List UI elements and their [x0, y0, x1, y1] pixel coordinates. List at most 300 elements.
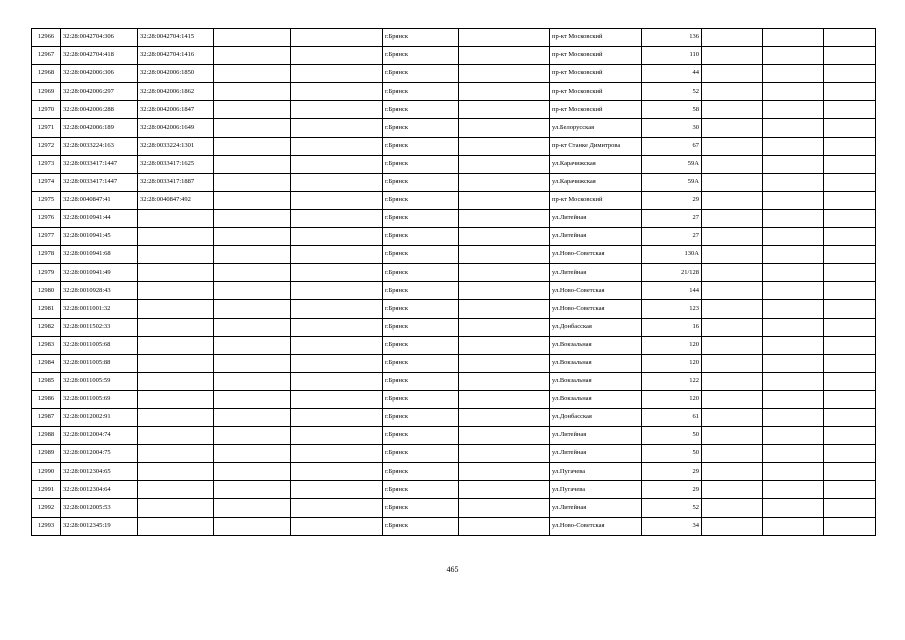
house-number-cell: 120: [642, 354, 702, 372]
empty-cell: [763, 246, 824, 264]
empty-cell: [214, 354, 291, 372]
row-number-cell: 12983: [32, 336, 61, 354]
empty-cell: [824, 282, 876, 300]
cadastral-number-cell: 32:28:0033417:1447: [61, 173, 138, 191]
empty-cell: [824, 173, 876, 191]
empty-cell: [763, 209, 824, 227]
empty-cell: [763, 264, 824, 282]
empty-cell: [824, 29, 876, 47]
empty-cell: [459, 463, 550, 481]
empty-cell: [702, 137, 763, 155]
empty-cell: [214, 264, 291, 282]
empty-cell: [824, 47, 876, 65]
premises-cadastral-cell: [138, 517, 214, 535]
street-cell: ул.Литейная: [550, 264, 642, 282]
premises-cadastral-cell: [138, 300, 214, 318]
table-row: [32, 463, 876, 481]
premises-cadastral-cell: 32:28:0042006:1862: [138, 83, 214, 101]
empty-cell: [291, 499, 383, 517]
street-cell: ул.Вокзальная: [550, 390, 642, 408]
empty-cell: [763, 481, 824, 499]
premises-cadastral-cell: 32:28:0040847:492: [138, 191, 214, 209]
empty-cell: [459, 336, 550, 354]
table-row: [32, 137, 876, 155]
empty-cell: [763, 354, 824, 372]
row-number-cell: 12993: [32, 517, 61, 535]
table-row: [32, 29, 876, 47]
empty-cell: [459, 318, 550, 336]
premises-cadastral-cell: [138, 390, 214, 408]
city-cell: г.Брянск: [383, 390, 459, 408]
city-cell: г.Брянск: [383, 246, 459, 264]
cadastral-number-cell: 32:28:0010928:43: [61, 282, 138, 300]
city-cell: г.Брянск: [383, 372, 459, 390]
empty-cell: [702, 101, 763, 119]
street-cell: ул.Литейная: [550, 209, 642, 227]
house-number-cell: 50: [642, 427, 702, 445]
empty-cell: [459, 264, 550, 282]
empty-cell: [763, 372, 824, 390]
empty-cell: [459, 137, 550, 155]
table-row: [32, 427, 876, 445]
empty-cell: [214, 481, 291, 499]
empty-cell: [214, 137, 291, 155]
house-number-cell: 130А: [642, 246, 702, 264]
cadastral-number-cell: 32:28:0040847:41: [61, 191, 138, 209]
premises-cadastral-cell: [138, 336, 214, 354]
row-number-cell: 12987: [32, 408, 61, 426]
empty-cell: [702, 427, 763, 445]
street-cell: пр-кт Московский: [550, 101, 642, 119]
empty-cell: [291, 336, 383, 354]
table-row: [32, 372, 876, 390]
empty-cell: [291, 318, 383, 336]
premises-cadastral-cell: [138, 246, 214, 264]
empty-cell: [824, 499, 876, 517]
premises-cadastral-cell: [138, 463, 214, 481]
empty-cell: [824, 264, 876, 282]
row-number-cell: 12988: [32, 427, 61, 445]
empty-cell: [702, 228, 763, 246]
empty-cell: [214, 191, 291, 209]
premises-cadastral-cell: 32:28:0042006:1850: [138, 65, 214, 83]
empty-cell: [459, 282, 550, 300]
street-cell: ул.Вокзальная: [550, 336, 642, 354]
table-row: [32, 83, 876, 101]
empty-cell: [702, 173, 763, 191]
empty-cell: [824, 390, 876, 408]
house-number-cell: 58: [642, 101, 702, 119]
empty-cell: [459, 101, 550, 119]
empty-cell: [702, 246, 763, 264]
empty-cell: [291, 47, 383, 65]
empty-cell: [214, 408, 291, 426]
empty-cell: [824, 354, 876, 372]
empty-cell: [763, 390, 824, 408]
row-number-cell: 12990: [32, 463, 61, 481]
house-number-cell: 59А: [642, 155, 702, 173]
table-row: [32, 481, 876, 499]
premises-cadastral-cell: 32:28:0033417:1625: [138, 155, 214, 173]
house-number-cell: 16: [642, 318, 702, 336]
city-cell: г.Брянск: [383, 119, 459, 137]
empty-cell: [214, 65, 291, 83]
empty-cell: [459, 408, 550, 426]
empty-cell: [291, 264, 383, 282]
table-row: [32, 445, 876, 463]
cadastral-number-cell: 32:28:0042006:306: [61, 65, 138, 83]
empty-cell: [459, 354, 550, 372]
city-cell: г.Брянск: [383, 517, 459, 535]
house-number-cell: 110: [642, 47, 702, 65]
empty-cell: [214, 282, 291, 300]
empty-cell: [763, 191, 824, 209]
empty-cell: [459, 119, 550, 137]
empty-cell: [763, 318, 824, 336]
empty-cell: [214, 228, 291, 246]
cadastral-number-cell: 32:28:0012004:74: [61, 427, 138, 445]
empty-cell: [214, 318, 291, 336]
empty-cell: [291, 390, 383, 408]
empty-cell: [763, 445, 824, 463]
empty-cell: [824, 119, 876, 137]
house-number-cell: 120: [642, 390, 702, 408]
house-number-cell: 44: [642, 65, 702, 83]
house-number-cell: 29: [642, 481, 702, 499]
empty-cell: [824, 300, 876, 318]
city-cell: г.Брянск: [383, 83, 459, 101]
row-number-cell: 12979: [32, 264, 61, 282]
empty-cell: [824, 463, 876, 481]
house-number-cell: 61: [642, 408, 702, 426]
row-number-cell: 12980: [32, 282, 61, 300]
empty-cell: [702, 445, 763, 463]
empty-cell: [459, 191, 550, 209]
table-row: [32, 408, 876, 426]
house-number-cell: 67: [642, 137, 702, 155]
empty-cell: [763, 463, 824, 481]
cadastral-number-cell: 32:28:0033417:1447: [61, 155, 138, 173]
empty-cell: [291, 65, 383, 83]
empty-cell: [763, 47, 824, 65]
empty-cell: [291, 427, 383, 445]
empty-cell: [824, 481, 876, 499]
empty-cell: [702, 517, 763, 535]
house-number-cell: 136: [642, 29, 702, 47]
empty-cell: [459, 517, 550, 535]
cadastral-number-cell: 32:28:0042006:189: [61, 119, 138, 137]
empty-cell: [702, 155, 763, 173]
street-cell: пр-кт Станке Димитрова: [550, 137, 642, 155]
premises-cadastral-cell: [138, 318, 214, 336]
premises-cadastral-cell: 32:28:0042704:1416: [138, 47, 214, 65]
empty-cell: [291, 101, 383, 119]
house-number-cell: 27: [642, 209, 702, 227]
empty-cell: [214, 372, 291, 390]
row-number-cell: 12981: [32, 300, 61, 318]
house-number-cell: 52: [642, 499, 702, 517]
empty-cell: [291, 300, 383, 318]
empty-cell: [702, 499, 763, 517]
empty-cell: [291, 209, 383, 227]
table-row: [32, 209, 876, 227]
row-number-cell: 12992: [32, 499, 61, 517]
city-cell: г.Брянск: [383, 264, 459, 282]
empty-cell: [702, 83, 763, 101]
house-number-cell: 29: [642, 191, 702, 209]
empty-cell: [702, 47, 763, 65]
row-number-cell: 12985: [32, 372, 61, 390]
empty-cell: [291, 119, 383, 137]
empty-cell: [291, 155, 383, 173]
table-row: [32, 155, 876, 173]
house-number-cell: 50: [642, 445, 702, 463]
empty-cell: [824, 65, 876, 83]
empty-cell: [291, 463, 383, 481]
empty-cell: [459, 155, 550, 173]
cadastral-number-cell: 32:28:0010941:44: [61, 209, 138, 227]
premises-cadastral-cell: [138, 354, 214, 372]
city-cell: г.Брянск: [383, 65, 459, 83]
street-cell: ул.Карачижская: [550, 155, 642, 173]
city-cell: г.Брянск: [383, 282, 459, 300]
row-number-cell: 12967: [32, 47, 61, 65]
table-row: [32, 336, 876, 354]
house-number-cell: 29: [642, 463, 702, 481]
street-cell: пр-кт Московский: [550, 83, 642, 101]
empty-cell: [702, 264, 763, 282]
table-row: [32, 264, 876, 282]
city-cell: г.Брянск: [383, 408, 459, 426]
empty-cell: [702, 336, 763, 354]
table-row: [32, 228, 876, 246]
table-row: [32, 47, 876, 65]
cadastral-number-cell: 32:28:0012002:91: [61, 408, 138, 426]
empty-cell: [763, 173, 824, 191]
premises-cadastral-cell: 32:28:0042006:1847: [138, 101, 214, 119]
empty-cell: [214, 336, 291, 354]
premises-cadastral-cell: [138, 264, 214, 282]
row-number-cell: 12969: [32, 83, 61, 101]
empty-cell: [459, 300, 550, 318]
empty-cell: [291, 408, 383, 426]
street-cell: ул.Пугачева: [550, 481, 642, 499]
house-number-cell: 122: [642, 372, 702, 390]
empty-cell: [214, 173, 291, 191]
empty-cell: [763, 101, 824, 119]
empty-cell: [214, 517, 291, 535]
premises-cadastral-cell: [138, 499, 214, 517]
premises-cadastral-cell: [138, 209, 214, 227]
empty-cell: [214, 47, 291, 65]
house-number-cell: 34: [642, 517, 702, 535]
street-cell: ул.Донбасская: [550, 318, 642, 336]
empty-cell: [763, 336, 824, 354]
row-number-cell: 12966: [32, 29, 61, 47]
empty-cell: [214, 499, 291, 517]
city-cell: г.Брянск: [383, 137, 459, 155]
empty-cell: [824, 318, 876, 336]
empty-cell: [459, 427, 550, 445]
cadastral-number-cell: 32:28:0011502:33: [61, 318, 138, 336]
empty-cell: [702, 354, 763, 372]
premises-cadastral-cell: [138, 372, 214, 390]
house-number-cell: 144: [642, 282, 702, 300]
empty-cell: [702, 463, 763, 481]
street-cell: пр-кт Московский: [550, 29, 642, 47]
empty-cell: [459, 499, 550, 517]
empty-cell: [291, 228, 383, 246]
empty-cell: [824, 101, 876, 119]
row-number-cell: 12989: [32, 445, 61, 463]
premises-cadastral-cell: [138, 228, 214, 246]
street-cell: ул.Пугачева: [550, 463, 642, 481]
table-row: [32, 119, 876, 137]
cadastral-number-cell: 32:28:0012345:19: [61, 517, 138, 535]
empty-cell: [702, 65, 763, 83]
premises-cadastral-cell: 32:28:0042704:1415: [138, 29, 214, 47]
house-number-cell: 123: [642, 300, 702, 318]
empty-cell: [702, 390, 763, 408]
empty-cell: [214, 155, 291, 173]
house-number-cell: 52: [642, 83, 702, 101]
cadastral-number-cell: 32:28:0011005:88: [61, 354, 138, 372]
empty-cell: [459, 445, 550, 463]
row-number-cell: 12984: [32, 354, 61, 372]
empty-cell: [824, 336, 876, 354]
empty-cell: [291, 246, 383, 264]
empty-cell: [459, 83, 550, 101]
empty-cell: [291, 354, 383, 372]
house-number-cell: 30: [642, 119, 702, 137]
table-row: [32, 517, 876, 535]
empty-cell: [763, 282, 824, 300]
cadastral-number-cell: 32:28:0011005:69: [61, 390, 138, 408]
empty-cell: [824, 228, 876, 246]
city-cell: г.Брянск: [383, 29, 459, 47]
empty-cell: [291, 191, 383, 209]
city-cell: г.Брянск: [383, 481, 459, 499]
street-cell: ул.Ново-Советская: [550, 300, 642, 318]
empty-cell: [214, 101, 291, 119]
empty-cell: [824, 427, 876, 445]
empty-cell: [214, 246, 291, 264]
table-row: [32, 499, 876, 517]
cadastral-number-cell: 32:28:0010941:68: [61, 246, 138, 264]
empty-cell: [291, 517, 383, 535]
cadastral-number-cell: 32:28:0033224:163: [61, 137, 138, 155]
empty-cell: [459, 481, 550, 499]
page-number: 465: [446, 565, 459, 574]
empty-cell: [763, 300, 824, 318]
table-row: [32, 101, 876, 119]
empty-cell: [702, 119, 763, 137]
empty-cell: [824, 137, 876, 155]
table-row: [32, 246, 876, 264]
registry-table: [31, 28, 876, 536]
empty-cell: [459, 390, 550, 408]
cadastral-number-cell: 32:28:0012304:65: [61, 463, 138, 481]
empty-cell: [291, 372, 383, 390]
city-cell: г.Брянск: [383, 300, 459, 318]
cadastral-number-cell: 32:28:0012004:75: [61, 445, 138, 463]
cadastral-number-cell: 32:28:0042704:306: [61, 29, 138, 47]
empty-cell: [702, 481, 763, 499]
empty-cell: [459, 372, 550, 390]
empty-cell: [702, 372, 763, 390]
premises-cadastral-cell: [138, 445, 214, 463]
house-number-cell: 120: [642, 336, 702, 354]
row-number-cell: 12977: [32, 228, 61, 246]
street-cell: ул.Литейная: [550, 499, 642, 517]
row-number-cell: 12976: [32, 209, 61, 227]
table-row: [32, 354, 876, 372]
empty-cell: [763, 83, 824, 101]
city-cell: г.Брянск: [383, 47, 459, 65]
city-cell: г.Брянск: [383, 173, 459, 191]
street-cell: пр-кт Московский: [550, 47, 642, 65]
empty-cell: [824, 83, 876, 101]
street-cell: ул.Литейная: [550, 445, 642, 463]
empty-cell: [763, 65, 824, 83]
table-row: [32, 191, 876, 209]
empty-cell: [702, 29, 763, 47]
premises-cadastral-cell: [138, 408, 214, 426]
row-number-cell: 12971: [32, 119, 61, 137]
city-cell: г.Брянск: [383, 209, 459, 227]
empty-cell: [459, 246, 550, 264]
empty-cell: [824, 408, 876, 426]
table-row: [32, 300, 876, 318]
street-cell: ул.Донбасская: [550, 408, 642, 426]
empty-cell: [214, 300, 291, 318]
city-cell: г.Брянск: [383, 228, 459, 246]
premises-cadastral-cell: 32:28:0033417:1887: [138, 173, 214, 191]
empty-cell: [214, 463, 291, 481]
table-body: [32, 29, 876, 536]
cadastral-number-cell: 32:28:0012304:64: [61, 481, 138, 499]
empty-cell: [824, 372, 876, 390]
cadastral-number-cell: 32:28:0010941:49: [61, 264, 138, 282]
street-cell: ул.Карачижская: [550, 173, 642, 191]
street-cell: ул.Вокзальная: [550, 354, 642, 372]
empty-cell: [459, 228, 550, 246]
city-cell: г.Брянск: [383, 499, 459, 517]
cadastral-number-cell: 32:28:0011005:59: [61, 372, 138, 390]
street-cell: ул.Ново-Советская: [550, 517, 642, 535]
premises-cadastral-cell: [138, 282, 214, 300]
cadastral-number-cell: 32:28:0042704:418: [61, 47, 138, 65]
city-cell: г.Брянск: [383, 463, 459, 481]
row-number-cell: 12973: [32, 155, 61, 173]
street-cell: ул.Вокзальная: [550, 372, 642, 390]
empty-cell: [702, 408, 763, 426]
city-cell: г.Брянск: [383, 155, 459, 173]
empty-cell: [763, 155, 824, 173]
empty-cell: [763, 517, 824, 535]
city-cell: г.Брянск: [383, 336, 459, 354]
row-number-cell: 12991: [32, 481, 61, 499]
row-number-cell: 12968: [32, 65, 61, 83]
empty-cell: [702, 191, 763, 209]
empty-cell: [824, 155, 876, 173]
empty-cell: [824, 517, 876, 535]
premises-cadastral-cell: 32:28:0033224:1301: [138, 137, 214, 155]
premises-cadastral-cell: [138, 427, 214, 445]
row-number-cell: 12982: [32, 318, 61, 336]
empty-cell: [824, 246, 876, 264]
empty-cell: [291, 137, 383, 155]
